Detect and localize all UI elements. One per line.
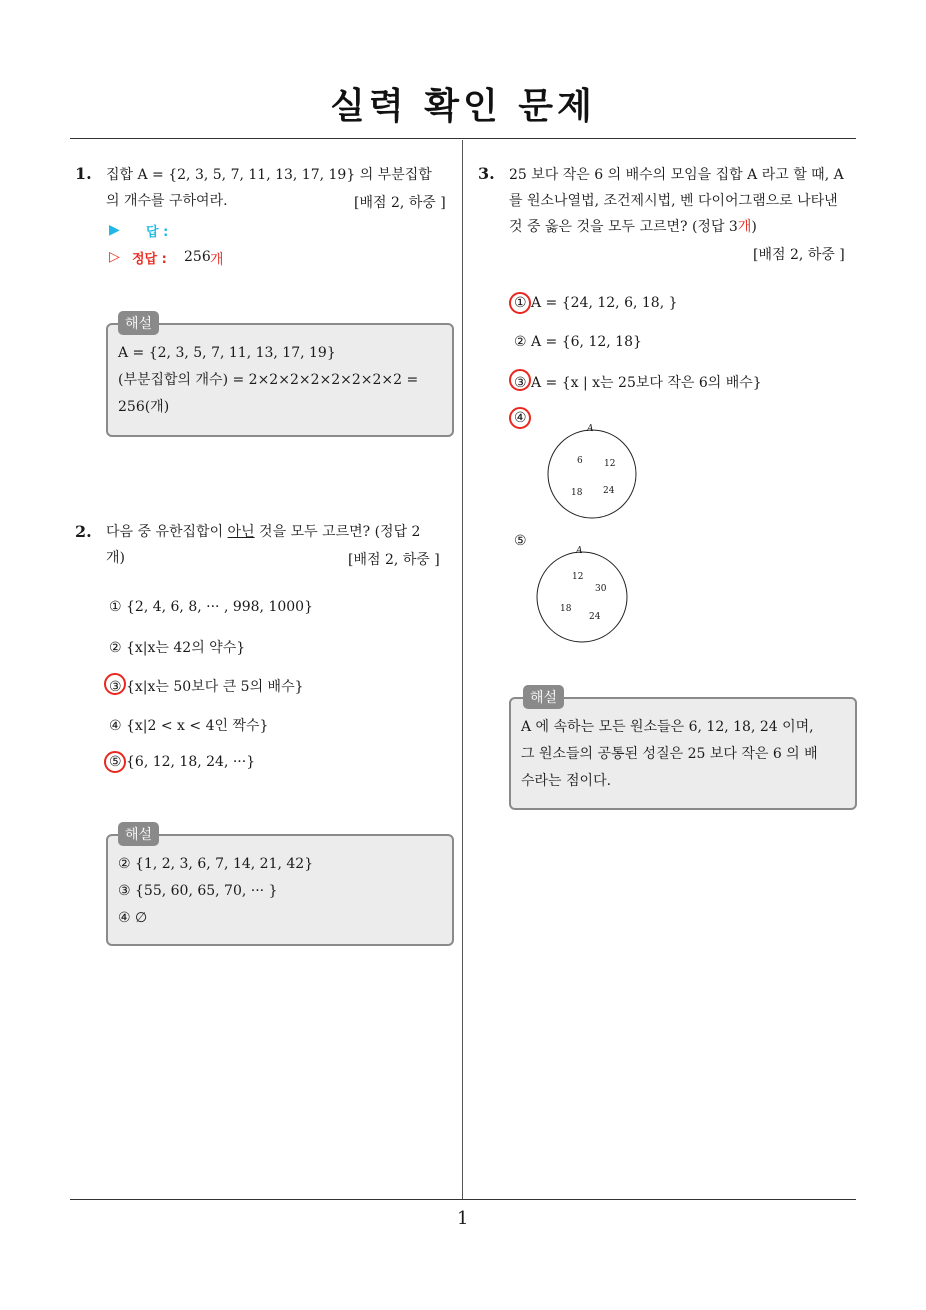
explanation-label: 해설 — [118, 311, 159, 335]
venn-element: 6 — [577, 456, 583, 466]
option-1[interactable]: ① {2, 4, 6, 8, ··· , 998, 1000} — [109, 599, 313, 615]
explanation-line: ③ {55, 60, 65, 70, ··· } — [118, 883, 278, 899]
page-title: 실력 확인 문제 — [330, 86, 596, 127]
question-text-line — [106, 519, 420, 545]
column-divider — [462, 140, 463, 1200]
question-text-line: 개) — [106, 550, 125, 566]
venn-diagram-4 — [540, 424, 650, 528]
venn-element: 30 — [595, 584, 607, 594]
title-divider — [70, 138, 856, 139]
venn-element: 24 — [589, 612, 601, 622]
answer-arrow-icon: ▶ — [109, 222, 120, 238]
question-text-line: 25 보다 작은 6 의 배수의 모임을 집합 A 라고 할 때, A — [509, 167, 844, 183]
explanation-line: 수라는 점이다. — [521, 773, 612, 789]
venn-set-label: A — [576, 546, 583, 556]
venn-element: 24 — [603, 486, 615, 496]
venn-element: 12 — [604, 459, 616, 469]
option-2[interactable]: ② A = {6, 12, 18} — [514, 334, 642, 350]
venn-element: 18 — [571, 488, 583, 498]
selected-mark-icon — [104, 673, 126, 695]
option-5[interactable]: ⑤ — [514, 533, 527, 549]
explanation-line: 256(개) — [118, 399, 170, 415]
option-1[interactable]: ① A = {24, 12, 6, 18, } — [514, 295, 678, 311]
explanation-line: A = {2, 3, 5, 7, 11, 13, 17, 19} — [118, 345, 336, 361]
question-text-line: 집합 A = {2, 3, 5, 7, 11, 13, 17, 19} 의 부분집합 — [106, 167, 432, 183]
correct-arrow-icon: ▷ — [109, 249, 120, 265]
score-meta: [배점 2, 하중 ] — [354, 195, 446, 211]
selected-mark-icon — [509, 292, 531, 314]
explanation-line: ④ ∅ — [118, 910, 148, 926]
question-text-line: 를 원소나열법, 조건제시법, 벤 다이어그램으로 나타낸 — [509, 193, 838, 209]
question-number: 1. — [75, 164, 92, 183]
venn-diagram-5 — [530, 548, 640, 648]
venn-element: 18 — [560, 604, 572, 614]
page-number: 1 — [457, 1208, 469, 1229]
selected-mark-icon — [104, 751, 126, 773]
option-4[interactable]: ④ {x|2 < x < 4인 짝수} — [109, 718, 269, 734]
venn-element: 12 — [572, 572, 584, 582]
question-text-part: 개 — [737, 219, 752, 235]
selected-mark-icon — [509, 407, 531, 429]
question-text-part: 것을 모두 고르면? (정답 2 — [254, 524, 421, 540]
question-text-part: 것 중 옳은 것을 모두 고르면? (정답 3 — [509, 219, 738, 235]
question-text-line — [509, 214, 757, 240]
correct-unit: 개 — [210, 252, 224, 268]
score-meta: [배점 2, 하중 ] — [753, 247, 845, 263]
option-2[interactable]: ② {x|x는 42의 약수} — [109, 640, 246, 656]
question-text-underline: 아닌 — [227, 524, 255, 540]
selected-mark-icon — [509, 369, 531, 391]
explanation-label: 해설 — [523, 685, 564, 709]
option-5[interactable]: ⑤ {6, 12, 18, 24, ···} — [109, 754, 256, 770]
explanation-label: 해설 — [118, 822, 159, 846]
question-number: 2. — [75, 522, 92, 541]
correct-value: 256 — [184, 249, 211, 265]
answer-label: 답 : — [146, 225, 169, 240]
question-text-line: 의 개수를 구하여라. — [106, 193, 228, 209]
explanation-line: A 에 속하는 모든 원소들은 6, 12, 18, 24 이며, — [521, 719, 814, 735]
question-text-part: ) — [751, 219, 757, 235]
footer-divider — [70, 1199, 856, 1200]
explanation-line: 그 원소들의 공통된 성질은 25 보다 작은 6 의 배 — [521, 746, 818, 762]
score-meta: [배점 2, 하중 ] — [348, 552, 440, 568]
question-number: 3. — [478, 164, 495, 183]
option-3[interactable]: ③ {x|x는 50보다 큰 5의 배수} — [109, 679, 304, 695]
option-4[interactable]: ④ — [514, 410, 527, 426]
correct-label: 정답 : — [132, 252, 167, 267]
question-text-part: 다음 중 유한집합이 — [106, 524, 228, 540]
venn-set-label: A — [587, 424, 594, 434]
explanation-line: ② {1, 2, 3, 6, 7, 14, 21, 42} — [118, 856, 314, 872]
explanation-line: (부분집합의 개수) = 2×2×2×2×2×2×2×2 = — [118, 372, 419, 388]
option-3[interactable]: ③ A = {x | x는 25보다 작은 6의 배수} — [514, 375, 762, 391]
